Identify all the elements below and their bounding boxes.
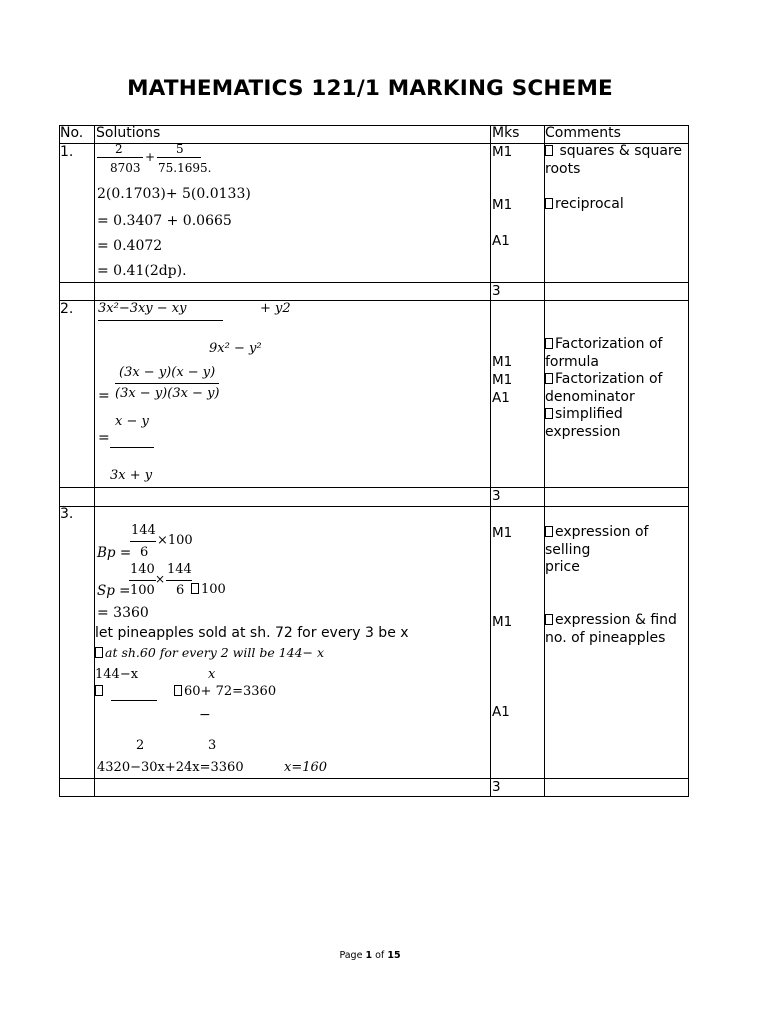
header-comments: Comments bbox=[545, 125, 621, 141]
q2-denominator-expression: 9x² − y² bbox=[209, 341, 262, 356]
q3-row-c-right: 3 bbox=[208, 738, 217, 753]
q3-sp-times-100: 100 bbox=[191, 582, 226, 597]
q2-final-numerator: x − y bbox=[115, 414, 149, 429]
q1-mark-3: A1 bbox=[492, 233, 510, 249]
q3-mark-2: M1 bbox=[492, 614, 513, 630]
q3-total: 3 bbox=[492, 779, 501, 795]
q2-mark-3: A1 bbox=[492, 390, 510, 406]
q1-line4: = 0.4072 bbox=[97, 238, 163, 254]
tick-box-icon bbox=[545, 526, 553, 537]
q1-plus: + bbox=[145, 150, 156, 164]
q1-line5: = 0.41(2dp). bbox=[97, 263, 187, 279]
q3-row-b-symbol bbox=[95, 684, 105, 699]
tick-box-icon bbox=[545, 145, 553, 156]
header-no: No. bbox=[60, 125, 84, 141]
q2-total: 3 bbox=[492, 488, 501, 504]
header-solutions: Solutions bbox=[96, 125, 161, 141]
q3-bp-numerator: 144 bbox=[131, 523, 156, 538]
q1-line3: = 0.3407 + 0.0665 bbox=[97, 213, 232, 229]
q3-row-b: 60+ 72=3360 bbox=[174, 684, 276, 699]
q3-mark-1: M1 bbox=[492, 525, 513, 541]
symbol-box-icon bbox=[95, 685, 103, 696]
symbol-box-icon bbox=[95, 647, 103, 658]
q3-sp-numerator-1: 140 bbox=[130, 562, 155, 577]
footer-page-number: 1 bbox=[365, 950, 373, 961]
q2-mark-1: M1 bbox=[492, 354, 513, 370]
tick-box-icon bbox=[545, 198, 553, 209]
q3-sp-label: Sp = bbox=[97, 583, 131, 599]
q3-bp-denominator: 6 bbox=[140, 545, 149, 560]
header-mks: Mks bbox=[492, 125, 520, 141]
q2-denominator-factored: (3x − y)(3x − y) bbox=[115, 386, 220, 401]
q3-bp-label: Bp = bbox=[97, 545, 132, 561]
q2-comment-2: Factorization of denominator bbox=[545, 371, 663, 405]
q3-comment-1b: price bbox=[545, 559, 580, 575]
q1-frac1-denominator: 8703 bbox=[110, 161, 141, 175]
q1-frac2-denominator: 75.1695. bbox=[158, 161, 212, 175]
q3-sp-denominator-1: 100 bbox=[130, 583, 155, 598]
tick-box-icon bbox=[545, 408, 553, 419]
symbol-box-icon bbox=[174, 685, 182, 696]
footer-total-pages: 15 bbox=[387, 950, 401, 961]
q1-mark-2: M1 bbox=[492, 197, 513, 213]
q2-equals-1: = bbox=[98, 388, 110, 404]
q3-row-a-right: x bbox=[208, 667, 216, 682]
q2-numerator-factored: (3x − y)(x − y) bbox=[119, 365, 216, 380]
q2-comment-1: Factorization of formula bbox=[545, 336, 663, 370]
page-footer bbox=[0, 950, 740, 961]
q3-sp-times: × bbox=[155, 572, 166, 586]
q2-mark-2: M1 bbox=[492, 372, 513, 388]
q1-comment-2: reciprocal bbox=[545, 196, 690, 214]
q3-answer: x=160 bbox=[284, 760, 328, 775]
q3-mark-3: A1 bbox=[492, 704, 510, 720]
symbol-box-icon bbox=[191, 583, 199, 594]
q3-final-equation: 4320−30x+24x=3360 bbox=[97, 760, 244, 775]
tick-box-icon bbox=[545, 338, 553, 349]
q2-comment-3: simplified expression bbox=[545, 406, 623, 440]
question-number-1: 1. bbox=[60, 144, 74, 160]
q1-comment-1: squares & square roots bbox=[545, 143, 682, 177]
q3-bp-times-100: ×100 bbox=[157, 533, 193, 548]
q1-frac1-numerator: 2 bbox=[115, 142, 123, 156]
q1-line2: 2(0.1703)+ 5(0.0133) bbox=[97, 186, 251, 202]
q3-eq-3360: = 3360 bbox=[97, 605, 149, 621]
q1-mark-1: M1 bbox=[492, 144, 513, 160]
tick-box-icon bbox=[545, 614, 553, 625]
q3-minus: − bbox=[199, 707, 211, 723]
q3-sp-denominator-2: 6 bbox=[176, 583, 185, 598]
q3-row-a-left: 144−x bbox=[95, 667, 139, 682]
q3-comment-2: expression & find no. of pineapples bbox=[545, 612, 677, 646]
q2-final-denominator: 3x + y bbox=[110, 468, 153, 483]
tick-box-icon bbox=[545, 373, 553, 384]
question-number-2: 2. bbox=[60, 301, 74, 317]
q3-row-c-left: 2 bbox=[136, 738, 145, 753]
q1-total: 3 bbox=[492, 283, 501, 299]
q2-equals-2: = bbox=[98, 430, 110, 446]
q3-at-line: at sh.60 for every 2 will be 144− x bbox=[95, 645, 324, 660]
q3-let-line: let pineapples sold at sh. 72 for every 3 be x bbox=[95, 625, 409, 641]
q2-top-expression: 3x²−3xy − xy bbox=[98, 301, 187, 316]
question-number-3: 3. bbox=[60, 506, 74, 522]
q2-plus-y: + y2 bbox=[260, 301, 291, 316]
q1-frac2-numerator: 5 bbox=[176, 142, 184, 156]
q3-comment-1: expression of selling bbox=[545, 524, 649, 558]
page-title: MATHEMATICS 121/1 MARKING SCHEME bbox=[127, 76, 613, 101]
q3-sp-numerator-2: 144 bbox=[167, 562, 192, 577]
footer-page-word: Page bbox=[339, 950, 363, 961]
footer-of-word: of bbox=[375, 950, 385, 961]
